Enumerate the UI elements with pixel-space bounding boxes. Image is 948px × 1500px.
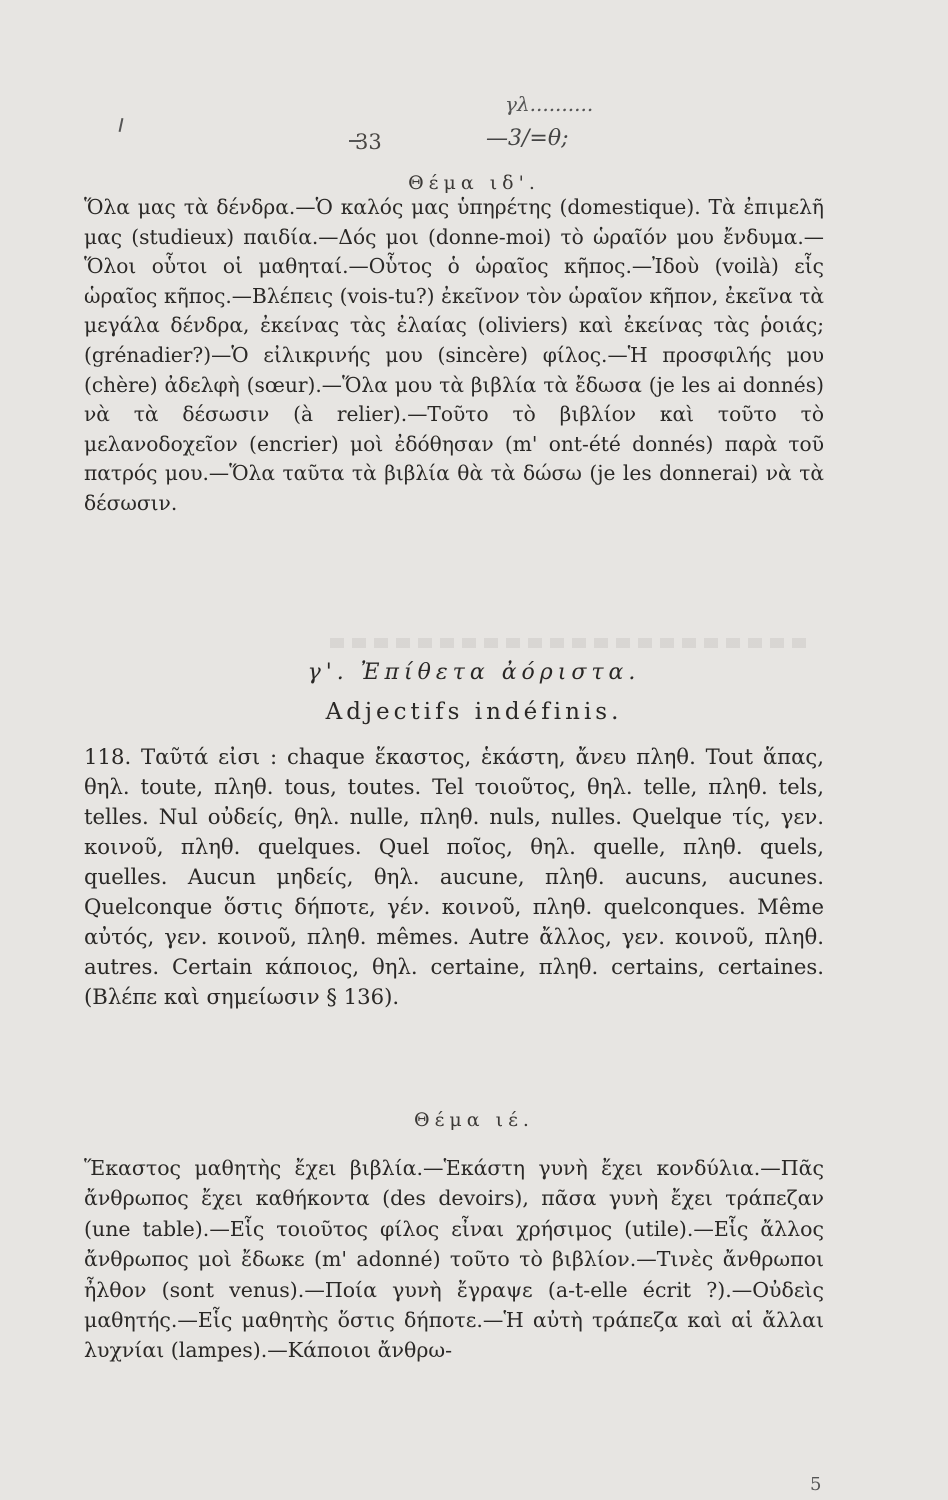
handwritten-signature: γλ.......... bbox=[505, 92, 594, 116]
handwritten-reference: —3/=θ; bbox=[486, 126, 569, 151]
paragraph-118: 118. Ταῦτά εἰσι : chaque ἕκαστος, ἑκάστη, ἄνευ πληθ. Tout ἅπας, θηλ. toute, πληθ. tous, toutes. Tel τοιοῦτος, θηλ. telle, πληθ. tels, telles. Nul οὐδείς, θηλ. nulle, πληθ. nuls, nulles. Quelque τίς, γεν. κοινοῦ, πληθ. quelques. Quel ποῖος, θηλ. quelle, πληθ. quels, quelles. Aucun μηδείς, θηλ. aucune, πληθ. aucuns, aucunes. Quelconque ὅστις δήποτε, γέν. κοινοῦ, πληθ. quelconques. Même αὐτός, γεν. κοινοῦ, πληθ. mêmes. Autre ἄλλος, γεν. κοινοῦ, πληθ. autres. Certain κάποιος, θηλ. certaine, πληθ. certains, certaines. (Βλέπε καὶ σημείωσιν § 136). bbox=[84, 744, 824, 1009]
page-number: 33 bbox=[355, 130, 382, 154]
exercise-15-text: Ἕκαστος μαθητὴς ἔχει βιβλία.—Ἑκάστη γυνὴ ἔχει κονδύλια.—Πᾶς ἄνθρωπος ἔχει καθήκοντα (des devoirs), πᾶσα γυνὴ ἔχει τράπεζαν (une table).—Εἷς τοιοῦτος φίλος εἶναι χρήσιμος (utile).—Εἷς ἄλλος ἄνθρωπος μοὶ ἔδωκε (m' adonné) τοῦτο τὸ βιβλίον.—Τινὲς ἄνθρωποι ἦλθον (sont venus).—Ποία γυνὴ ἔγραψε (a-t-elle écrit ?).—Οὐδεὶς μαθητής.—Εἷς μαθητὴς ὅστις δήποτε.—Ἡ αὐτὴ τράπεζα καὶ αἱ ἄλλαι λυχνίαι (lampes).—Κάποιοι ἄνθρω- bbox=[84, 1156, 824, 1363]
signature-mark: 5 bbox=[810, 1474, 822, 1495]
exercise-15-title: Θέμα ιέ. bbox=[414, 1109, 534, 1131]
chapter-title-french: Adjectifs indéfinis. bbox=[325, 699, 623, 725]
bleed-through-marks bbox=[330, 638, 810, 648]
chapter-title-greek: γ'. Ἐπίθετα ἀόριστα. bbox=[307, 660, 641, 685]
exercise-14-text: Ὅλα μας τὰ δένδρα.—Ὁ καλός μας ὑπηρέτης (domestique). Τὰ ἐπιμελῆ μας (studieux) παιδία.—Δός μοι (donne-moi) τὸ ὡραῖόν μου ἔνδυμα.—Ὅλοι οὗτοι οἱ μαθηταί.—Οὗτος ὁ ὡραῖος κῆπος.—Ἰδοὺ (voilà) εἷς ὡραῖος κῆπος.—Βλέπεις (vois-tu?) ἐκεῖνον τὸν ὡραῖον κῆπον, ἐκεῖνα τὰ μεγάλα δένδρα, ἐκείνας τὰς ἐλαίας (oliviers) καὶ ἐκείνας τὰς ῥοιάς; (grénadier?)—Ὁ εἰλικρινής μου (sincère) φίλος.—Ἡ προσφιλής μου (chère) ἀδελφὴ (sœur).—Ὅλα μου τὰ βιβλία τὰ ἔδωσα (je les ai donnés) νὰ τὰ δέσωσιν (à relier).—Τοῦτο τὸ βιβλίον καὶ τοῦτο τὸ μελανοδοχεῖον (encrier) μοὶ ἐδόθησαν (m' ont-été donnés) παρὰ τοῦ πατρός μου.—Ὅλα ταῦτα τὰ βιβλία θὰ τὰ δώσω (je les donnerai) νὰ τὰ δέσωσιν. bbox=[84, 195, 824, 515]
exercise-14-title: Θέμα ιδ'. bbox=[408, 172, 540, 194]
